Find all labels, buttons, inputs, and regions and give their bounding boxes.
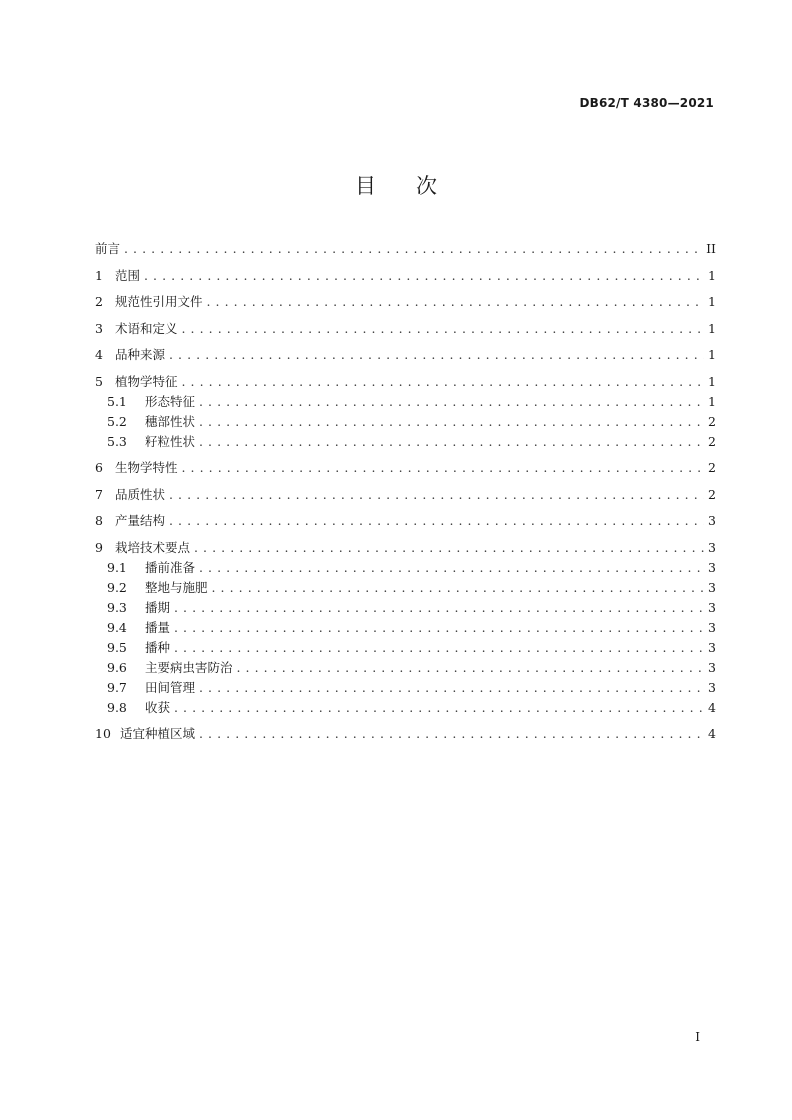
toc-page-number: 3 xyxy=(708,539,716,555)
leader-dots xyxy=(207,292,704,312)
toc-subentry[interactable] xyxy=(95,618,716,638)
toc-page-number: 3 xyxy=(708,619,716,635)
toc-number: 5.2 xyxy=(107,413,127,429)
toc-label: 穗部性状 xyxy=(145,413,196,429)
toc-page-number: 1 xyxy=(708,320,716,336)
title-char-2: 次 xyxy=(416,174,437,198)
toc-page-number: 2 xyxy=(708,460,716,475)
leader-dots xyxy=(124,239,702,259)
toc-number: 9.7 xyxy=(107,679,127,695)
leader-dots xyxy=(199,412,704,432)
leader-dots xyxy=(169,511,704,531)
toc-page-number: 3 xyxy=(708,559,716,575)
toc-page-number: 1 xyxy=(708,267,716,283)
title-char-1: 目 xyxy=(355,174,376,198)
toc-label: 生物学特性 xyxy=(115,460,178,475)
toc-number: 5.1 xyxy=(107,393,127,409)
toc-label: 植物学特征 xyxy=(115,373,178,389)
leader-dots xyxy=(212,578,704,598)
toc-page-number: 3 xyxy=(708,639,716,655)
toc-label: 范围 xyxy=(115,267,141,283)
toc-label: 品种来源 xyxy=(115,347,166,362)
toc-entry[interactable] xyxy=(95,292,716,312)
toc-page-number: 4 xyxy=(708,699,716,715)
toc-entry[interactable] xyxy=(95,485,716,505)
toc-page-number: 2 xyxy=(708,486,716,502)
toc-number: 1 xyxy=(95,267,103,283)
toc-label: 前言 xyxy=(95,241,121,256)
toc-number: 9.6 xyxy=(107,659,127,675)
toc-label: 籽粒性状 xyxy=(145,433,196,449)
toc-subentry[interactable] xyxy=(95,558,716,578)
table-of-contents xyxy=(95,239,716,744)
toc-label: 田间管理 xyxy=(145,679,196,695)
toc-number: 7 xyxy=(95,486,103,502)
toc-entry[interactable] xyxy=(95,372,716,392)
toc-entry[interactable] xyxy=(95,458,716,478)
toc-label: 适宜种植区域 xyxy=(120,726,196,741)
toc-subentry[interactable] xyxy=(95,578,716,598)
toc-page-number: 4 xyxy=(708,726,716,741)
toc-label: 播种 xyxy=(145,639,171,655)
toc-label: 术语和定义 xyxy=(115,320,178,336)
toc-number: 9.3 xyxy=(107,599,127,615)
toc-subentry[interactable] xyxy=(95,412,716,432)
toc-label: 规范性引用文件 xyxy=(115,294,203,309)
toc-page-number: 3 xyxy=(708,679,716,695)
toc-page-number: 3 xyxy=(708,579,716,595)
toc-label: 播前准备 xyxy=(145,559,196,575)
toc-number: 4 xyxy=(95,347,103,362)
toc-page-number: 3 xyxy=(708,513,716,528)
leader-dots xyxy=(182,319,704,339)
toc-subentry[interactable] xyxy=(95,392,716,412)
toc-entry[interactable] xyxy=(95,319,716,339)
toc-number: 9.2 xyxy=(107,579,127,595)
toc-label: 品质性状 xyxy=(115,486,166,502)
toc-page-number: 3 xyxy=(708,659,716,675)
toc-entry[interactable] xyxy=(95,724,716,744)
toc-number: 10 xyxy=(95,726,111,741)
toc-page-number: 3 xyxy=(708,599,716,615)
toc-label: 主要病虫害防治 xyxy=(145,659,233,675)
leader-dots xyxy=(169,345,704,365)
leader-dots xyxy=(199,432,704,452)
page-title xyxy=(0,170,792,200)
leader-dots xyxy=(169,485,704,505)
toc-page-number: 2 xyxy=(708,433,716,449)
toc-label: 整地与施肥 xyxy=(145,579,208,595)
leader-dots xyxy=(174,698,704,718)
page-number: I xyxy=(695,1030,700,1044)
toc-label: 收获 xyxy=(145,699,171,715)
leader-dots xyxy=(174,598,704,618)
leader-dots xyxy=(174,618,704,638)
toc-number: 3 xyxy=(95,320,103,336)
toc-number: 2 xyxy=(95,294,103,309)
toc-number: 5 xyxy=(95,373,103,389)
leader-dots xyxy=(182,458,704,478)
toc-label: 形态特征 xyxy=(145,393,196,409)
toc-number: 8 xyxy=(95,513,103,528)
leader-dots xyxy=(182,372,704,392)
toc-label: 播期 xyxy=(145,599,171,615)
leader-dots xyxy=(194,538,704,558)
leader-dots xyxy=(174,638,704,658)
toc-number: 9 xyxy=(95,539,103,555)
toc-page-number: 1 xyxy=(708,347,716,362)
toc-page-number: II xyxy=(706,241,716,256)
toc-subentry[interactable] xyxy=(95,638,716,658)
leader-dots xyxy=(199,558,704,578)
toc-number: 5.3 xyxy=(107,433,127,449)
toc-page-number: 1 xyxy=(708,294,716,309)
toc-page-number: 2 xyxy=(708,413,716,429)
leader-dots xyxy=(199,392,704,412)
toc-subentry[interactable] xyxy=(95,432,716,452)
toc-label: 产量结构 xyxy=(115,513,166,528)
toc-number: 9.8 xyxy=(107,699,127,715)
leader-dots xyxy=(237,658,704,678)
document-code: DB62/T 4380—2021 xyxy=(579,96,714,110)
toc-entry[interactable] xyxy=(95,345,716,365)
toc-subentry[interactable] xyxy=(95,658,716,678)
leader-dots xyxy=(144,266,704,286)
toc-label: 播量 xyxy=(145,619,171,635)
leader-dots xyxy=(199,678,704,698)
toc-number: 6 xyxy=(95,460,103,475)
toc-number: 9.1 xyxy=(107,559,127,575)
toc-number: 9.5 xyxy=(107,639,127,655)
toc-page-number: 1 xyxy=(708,393,716,409)
leader-dots xyxy=(199,724,704,744)
toc-entry[interactable] xyxy=(95,239,716,259)
toc-subentry[interactable] xyxy=(95,598,716,618)
toc-subentry[interactable] xyxy=(95,678,716,698)
toc-label: 栽培技术要点 xyxy=(115,539,191,555)
toc-entry[interactable] xyxy=(95,266,716,286)
toc-entry[interactable] xyxy=(95,511,716,531)
toc-entry[interactable] xyxy=(95,538,716,558)
toc-number: 9.4 xyxy=(107,619,127,635)
toc-subentry[interactable] xyxy=(95,698,716,718)
toc-page-number: 1 xyxy=(708,373,716,389)
